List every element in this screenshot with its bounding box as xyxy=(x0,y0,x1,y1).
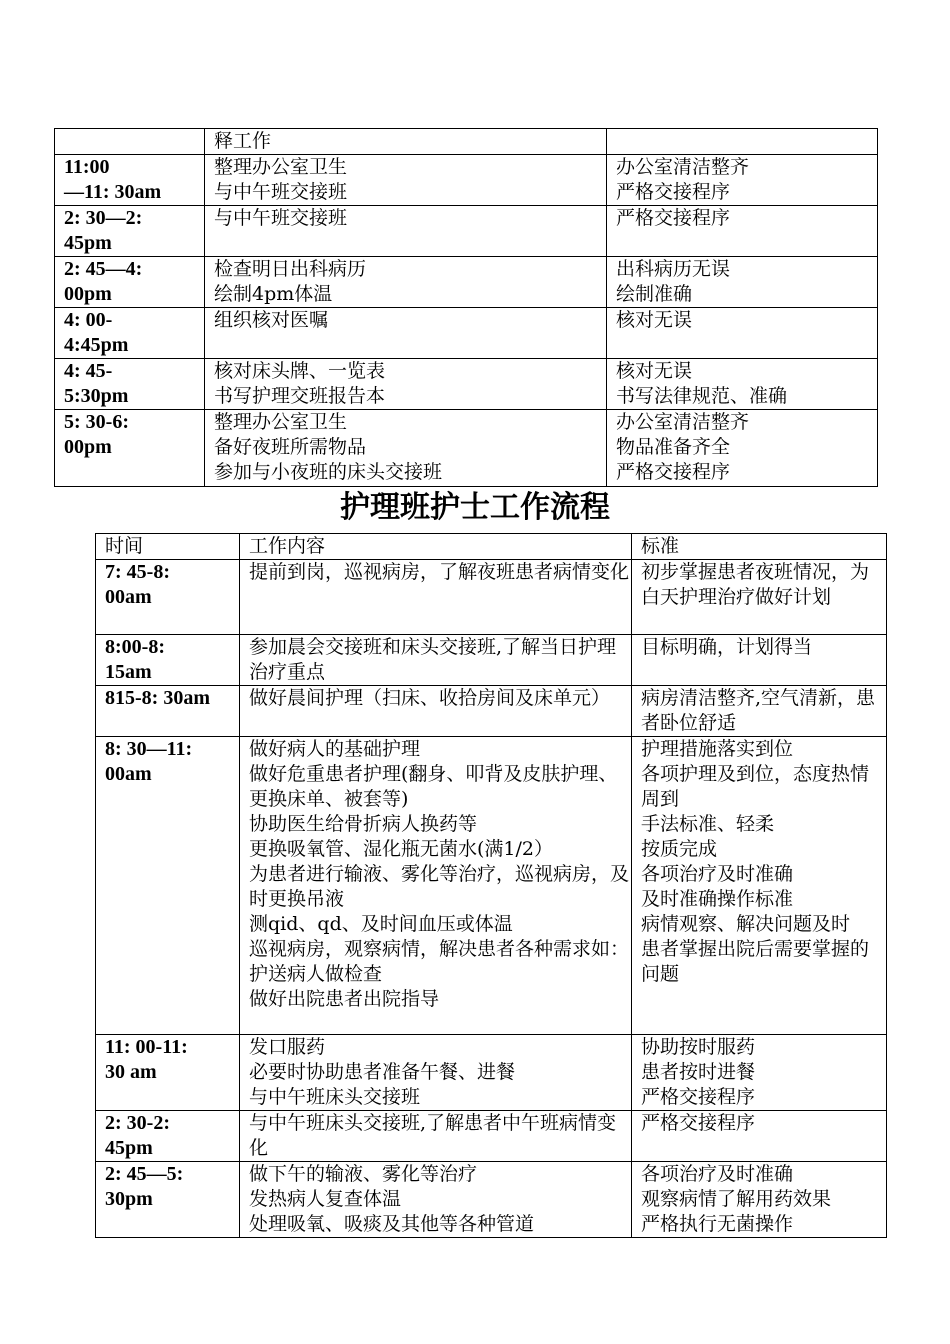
standard-cell xyxy=(632,1162,887,1238)
time-cell xyxy=(96,1111,240,1162)
content-cell xyxy=(240,1035,632,1111)
standard-item: 办公室清洁整齐 xyxy=(616,156,750,178)
table-row xyxy=(96,1035,887,1111)
time-cell xyxy=(96,1035,240,1111)
standard-item: 严格交接程序 xyxy=(641,1112,756,1134)
standard-item: 目标明确，计划得当 xyxy=(641,636,813,658)
content-item: 做好危重患者护理(翻身、叩背及皮肤护理、更换床单、被套等) xyxy=(249,763,618,810)
content-item: 整理办公室卫生 xyxy=(214,411,348,433)
standard-item: 患者按时进餐 xyxy=(641,1061,756,1083)
content-item: 提前到岗，巡视病房，了解夜班患者病情变化 xyxy=(249,561,630,583)
time-text: 30pm xyxy=(105,1188,153,1210)
content-item: 发口服药 xyxy=(249,1036,326,1058)
standard-item: 严格交接程序 xyxy=(641,1086,756,1108)
standard-item: 初步掌握患者夜班情况，为白天护理治疗做好计划 xyxy=(641,561,870,608)
content-cell xyxy=(240,737,632,1035)
time-text: 8: 30—11: xyxy=(105,738,193,760)
standard-item: 核对无误 xyxy=(616,360,693,382)
standard-item: 严格交接程序 xyxy=(616,181,731,203)
time-text: —11: 30am xyxy=(64,181,162,203)
schedule-table-continued xyxy=(54,128,878,487)
time-text: 2: 30—2: xyxy=(64,207,143,229)
time-text: 2: 45—5: xyxy=(105,1163,184,1185)
standard-item: 患者掌握出院后需要掌握的问题 xyxy=(641,938,870,985)
content-item: 更换吸氧管、湿化瓶无菌水(满1/2） xyxy=(249,838,553,860)
content-item: 组织核对医嘱 xyxy=(214,309,329,331)
nursing-shift-table xyxy=(95,533,887,1238)
table-row xyxy=(55,359,878,410)
standard-item: 手法标准、轻柔 xyxy=(641,813,775,835)
time-text: 815-8: 30am xyxy=(105,687,210,709)
content-item: 为患者进行输液、雾化等治疗，巡视病房，及时更换吊液 xyxy=(249,863,630,910)
content-item: 与中午班交接班 xyxy=(214,181,348,203)
time-cell xyxy=(55,410,205,487)
time-cell xyxy=(55,359,205,410)
table-row xyxy=(55,410,878,487)
content-cell xyxy=(240,1111,632,1162)
header-time: 时间 xyxy=(96,534,240,560)
content-item: 做好出院患者出院指导 xyxy=(249,988,440,1010)
content-item: 与中午班交接班 xyxy=(214,207,348,229)
table-header-row xyxy=(96,534,887,560)
standard-cell xyxy=(632,686,887,737)
table-row xyxy=(96,1162,887,1238)
content-item: 协助医生给骨折病人换药等 xyxy=(249,813,478,835)
content-item: 绘制4pm体温 xyxy=(214,283,333,305)
table-row xyxy=(96,635,887,686)
standard-item: 及时准确操作标准 xyxy=(641,888,794,910)
standard-item: 协助按时服药 xyxy=(641,1036,756,1058)
content-item: 备好夜班所需物品 xyxy=(214,436,367,458)
time-text: 11:00 xyxy=(64,156,110,178)
time-text: 00pm xyxy=(64,436,112,458)
content-cell xyxy=(205,359,607,410)
table-row xyxy=(55,206,878,257)
time-text: 11: 00-11: xyxy=(105,1036,188,1058)
content-cell xyxy=(205,129,607,155)
time-text: 2: 30-2: xyxy=(105,1112,170,1134)
header-content: 工作内容 xyxy=(240,534,632,560)
standard-item: 出科病历无误 xyxy=(616,258,731,280)
standard-item: 严格执行无菌操作 xyxy=(641,1213,794,1235)
content-cell xyxy=(205,308,607,359)
time-text: 4:45pm xyxy=(64,334,129,356)
content-item: 发热病人复查体温 xyxy=(249,1188,402,1210)
content-item: 巡视病房，观察病情，解决患者各种需求如：护送病人做检查 xyxy=(249,938,630,985)
standard-item: 物品准备齐全 xyxy=(616,436,731,458)
table-row xyxy=(55,308,878,359)
standard-cell xyxy=(607,206,878,257)
content-item: 与中午班床头交接班,了解患者中午班病情变化 xyxy=(249,1112,617,1159)
time-cell xyxy=(55,206,205,257)
time-text: 2: 45—4: xyxy=(64,258,143,280)
table-row xyxy=(55,257,878,308)
content-item: 检查明日出科病历 xyxy=(214,258,367,280)
time-text: 00am xyxy=(105,586,152,608)
time-text: 4: 00- xyxy=(64,309,113,331)
content-cell xyxy=(205,155,607,206)
table-row xyxy=(55,129,878,155)
time-text: 00am xyxy=(105,763,152,785)
standard-cell xyxy=(607,359,878,410)
content-item: 书写护理交班报告本 xyxy=(214,385,386,407)
time-cell xyxy=(55,257,205,308)
content-cell xyxy=(240,686,632,737)
content-item: 整理办公室卫生 xyxy=(214,156,348,178)
time-text: 45pm xyxy=(105,1137,153,1159)
standard-cell xyxy=(607,308,878,359)
table-row xyxy=(96,560,887,635)
standard-item: 病房清洁整齐,空气清新，患者卧位舒适 xyxy=(641,687,876,734)
standard-cell xyxy=(632,560,887,635)
standard-item: 各项治疗及时准确 xyxy=(641,1163,794,1185)
content-item: 做好晨间护理（扫床、收拾房间及床单元） xyxy=(249,687,611,709)
content-item: 释工作 xyxy=(214,130,272,152)
standard-cell xyxy=(607,155,878,206)
time-cell xyxy=(96,1162,240,1238)
standard-item: 各项治疗及时准确 xyxy=(641,863,794,885)
time-text: 8:00-8: xyxy=(105,636,165,658)
standard-item: 严格交接程序 xyxy=(616,461,731,483)
table-row xyxy=(96,686,887,737)
content-item: 与中午班床头交接班 xyxy=(249,1086,421,1108)
section-title: 护理班护士工作流程 xyxy=(340,490,610,525)
standard-cell xyxy=(632,635,887,686)
standard-item: 各项护理及到位，态度热情周到 xyxy=(641,763,870,810)
content-cell xyxy=(240,560,632,635)
time-cell xyxy=(96,560,240,635)
standard-cell xyxy=(607,129,878,155)
standard-item: 办公室清洁整齐 xyxy=(616,411,750,433)
standard-cell xyxy=(607,257,878,308)
time-text: 4: 45- xyxy=(64,360,113,382)
content-item: 参加与小夜班的床头交接班 xyxy=(214,461,443,483)
header-standard: 标准 xyxy=(632,534,887,560)
content-item: 做下午的输液、雾化等治疗 xyxy=(249,1163,478,1185)
standard-item: 护理措施落实到位 xyxy=(641,738,794,760)
standard-item: 书写法律规范、准确 xyxy=(616,385,788,407)
content-cell xyxy=(240,635,632,686)
content-item: 必要时协助患者准备午餐、进餐 xyxy=(249,1061,516,1083)
content-item: 做好病人的基础护理 xyxy=(249,738,421,760)
time-cell xyxy=(96,737,240,1035)
content-item: 核对床头牌、一览表 xyxy=(214,360,386,382)
content-cell xyxy=(205,257,607,308)
standard-item: 核对无误 xyxy=(616,309,693,331)
time-text: 45pm xyxy=(64,232,112,254)
content-item: 测qid、qd、及时间血压或体温 xyxy=(249,913,513,935)
content-cell xyxy=(205,410,607,487)
time-text: 30 am xyxy=(105,1061,157,1083)
time-cell xyxy=(55,129,205,155)
table-row xyxy=(96,737,887,1035)
time-text: 5:30pm xyxy=(64,385,129,407)
time-cell xyxy=(55,308,205,359)
time-text: 5: 30-6: xyxy=(64,411,129,433)
content-cell xyxy=(205,206,607,257)
standard-cell xyxy=(632,1035,887,1111)
time-cell xyxy=(55,155,205,206)
standard-cell xyxy=(632,1111,887,1162)
standard-item: 按质完成 xyxy=(641,838,718,860)
time-text: 00pm xyxy=(64,283,112,305)
time-cell xyxy=(96,686,240,737)
standard-item: 观察病情了解用药效果 xyxy=(641,1188,832,1210)
content-item: 参加晨会交接班和床头交接班,了解当日护理治疗重点 xyxy=(249,636,617,683)
standard-cell xyxy=(607,410,878,487)
time-cell xyxy=(96,635,240,686)
standard-cell xyxy=(632,737,887,1035)
table-row xyxy=(96,1111,887,1162)
standard-item: 严格交接程序 xyxy=(616,207,731,229)
standard-item: 病情观察、解决问题及时 xyxy=(641,913,851,935)
time-text: 15am xyxy=(105,661,152,683)
content-item: 处理吸氧、吸痰及其他等各种管道 xyxy=(249,1213,535,1235)
table-row xyxy=(55,155,878,206)
standard-item: 绘制准确 xyxy=(616,283,693,305)
time-text: 7: 45-8: xyxy=(105,561,170,583)
content-cell xyxy=(240,1162,632,1238)
